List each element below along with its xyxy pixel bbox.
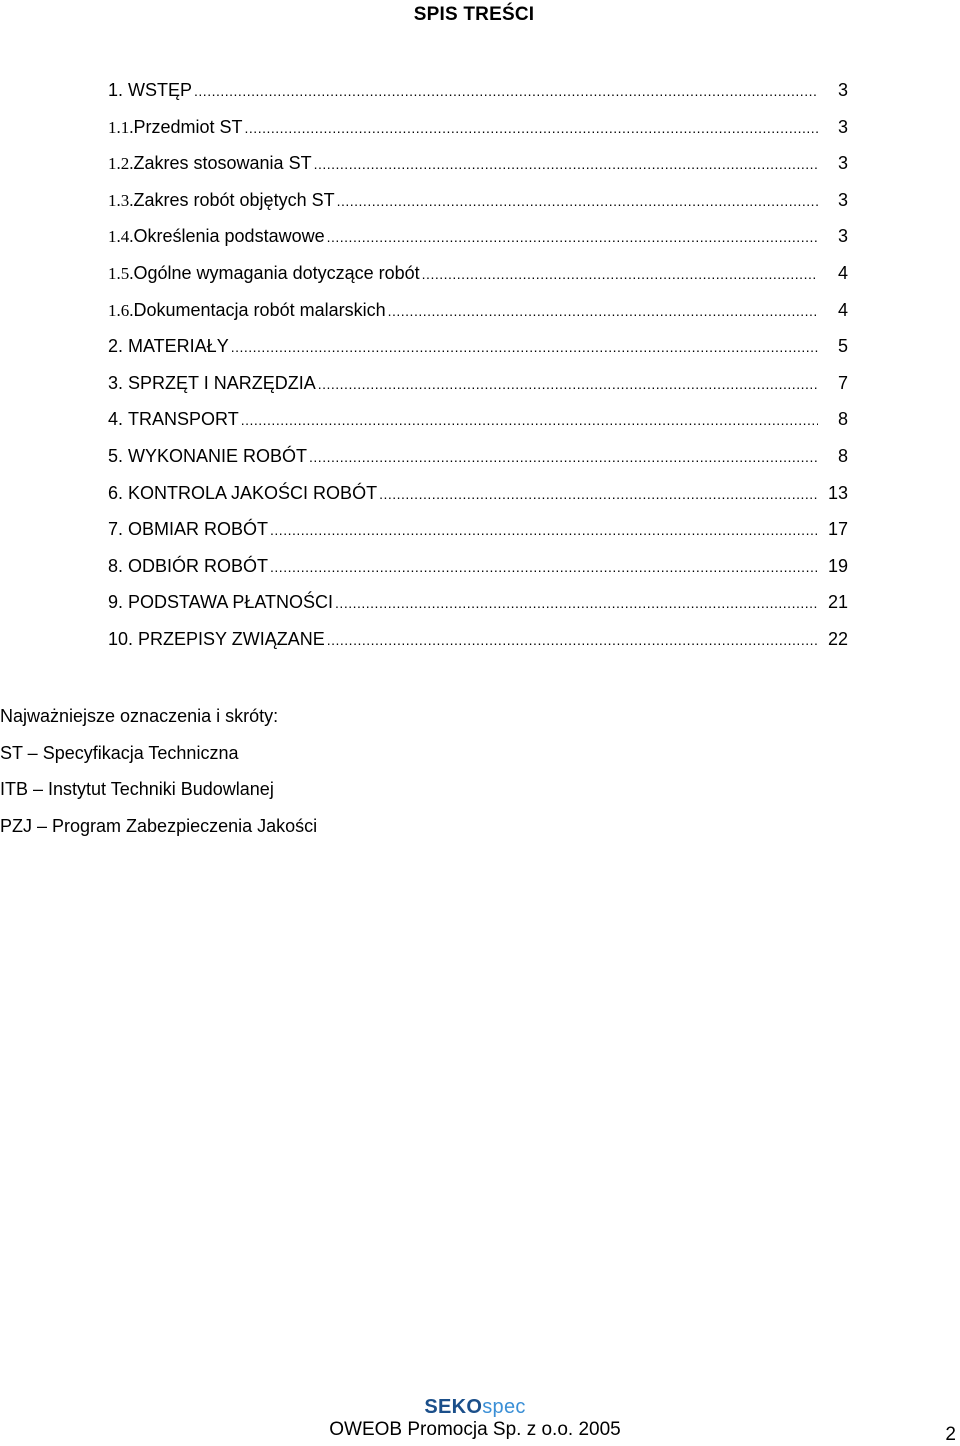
- toc-entry-number: 9.: [108, 592, 124, 613]
- toc-entry[interactable]: [108, 292, 848, 329]
- toc-entry-page: 3: [837, 153, 848, 174]
- toc-entry-label: OBMIAR ROBÓT: [128, 519, 269, 540]
- toc-entry[interactable]: [108, 548, 848, 585]
- toc-entry-number: 3.: [108, 372, 124, 393]
- toc-entry-page: 22: [827, 628, 848, 649]
- footer-logo-light: spec: [482, 1396, 526, 1418]
- toc-entry[interactable]: [108, 475, 848, 512]
- toc-entry-page: 3: [837, 116, 848, 137]
- toc-entry-number: 1.: [108, 80, 124, 100]
- toc-leader-dots: [309, 439, 818, 476]
- toc-leader-dots: [194, 73, 818, 110]
- toc-entry-label: ODBIÓR ROBÓT: [128, 555, 269, 576]
- toc-entry[interactable]: [108, 365, 848, 402]
- toc-entry[interactable]: [108, 182, 848, 219]
- toc-entry-page: 3: [837, 226, 848, 247]
- toc-entry-number: 10.: [108, 628, 134, 649]
- toc-leader-dots: [335, 585, 818, 622]
- toc-leader-dots: [314, 146, 818, 183]
- toc-entry-label: SPRZĘT I NARZĘDZIA: [128, 372, 316, 393]
- footer-company: OWEOB Promocja Sp. z o.o. 2005: [329, 1419, 621, 1440]
- toc-entry[interactable]: [108, 255, 848, 292]
- toc-leader-dots: [241, 402, 818, 439]
- toc-entry-label: WSTĘP: [128, 80, 193, 100]
- toc-entry[interactable]: [108, 621, 848, 658]
- toc-entry[interactable]: [108, 145, 848, 182]
- toc-leader-dots: [327, 622, 818, 659]
- toc-entry-label: Zakres stosowania ST: [133, 153, 312, 174]
- toc-entry-label: Przedmiot ST: [133, 116, 243, 137]
- toc-entry[interactable]: [108, 109, 848, 146]
- toc-entry-number: 2.: [108, 336, 124, 357]
- toc-entry-page: 8: [837, 409, 848, 430]
- toc-leader-dots: [270, 512, 818, 549]
- toc-entry-label: Zakres robót objętych ST: [133, 189, 335, 210]
- toc-entry-number: 1.3.: [108, 190, 134, 210]
- toc-entry-page: 17: [827, 519, 848, 540]
- toc-entry-label: WYKONANIE ROBÓT: [128, 445, 308, 466]
- toc-leader-dots: [231, 329, 818, 366]
- toc-entry[interactable]: [108, 584, 848, 621]
- toc-leader-dots: [379, 476, 818, 513]
- toc-entry-label: PRZEPISY ZWIĄZANE: [138, 628, 325, 649]
- toc-entry-page: 4: [837, 262, 848, 283]
- toc-entry-label: Określenia podstawowe: [133, 226, 325, 247]
- abbreviation-item: ITB – Instytut Techniki Budowlanej: [0, 779, 274, 800]
- toc-entry-page: 3: [837, 80, 848, 100]
- toc-entry-page: 19: [827, 555, 848, 576]
- toc-entry-number: 1.6.: [108, 300, 134, 320]
- abbreviations-section: [0, 698, 317, 844]
- toc-entry-page: 4: [837, 299, 848, 320]
- toc-entry-page: 3: [837, 189, 848, 210]
- page-title: SPIS TREŚCI: [413, 4, 535, 25]
- page-number: 2: [945, 1424, 956, 1445]
- toc-entry-number: 1.1.: [108, 117, 134, 137]
- toc-entry-number: 5.: [108, 445, 124, 466]
- toc-entry[interactable]: [108, 401, 848, 438]
- toc-entry-number: 8.: [108, 555, 124, 576]
- toc-entry[interactable]: [108, 328, 848, 365]
- toc-entry-label: TRANSPORT: [128, 409, 239, 430]
- toc-entry-number: 1.4.: [108, 227, 134, 247]
- abbreviation-item: ST – Specyfikacja Techniczna: [0, 742, 239, 763]
- toc-entry-number: 1.2.: [108, 154, 134, 174]
- toc-entry-label: Dokumentacja robót malarskich: [133, 299, 386, 320]
- toc-entry-label: PODSTAWA PŁATNOŚCI: [128, 592, 334, 613]
- toc-leader-dots: [318, 366, 818, 403]
- toc-entry-label: MATERIAŁY: [128, 336, 229, 357]
- toc-entry[interactable]: [108, 511, 848, 548]
- toc-entry-number: 1.5.: [108, 263, 134, 283]
- table-of-contents: [108, 72, 848, 658]
- toc-entry-page: 7: [837, 372, 848, 393]
- abbreviations-heading: Najważniejsze oznaczenia i skróty:: [0, 706, 279, 726]
- toc-entry-page: 21: [827, 592, 848, 613]
- toc-leader-dots: [270, 549, 818, 586]
- toc-leader-dots: [337, 183, 818, 220]
- toc-leader-dots: [245, 110, 818, 147]
- toc-entry-number: 4.: [108, 409, 124, 430]
- toc-entry-label: Ogólne wymagania dotyczące robót: [133, 262, 420, 283]
- toc-entry-page: 13: [827, 482, 848, 503]
- toc-entry-page: 8: [837, 445, 848, 466]
- footer-logo-strong: SEKO: [424, 1396, 483, 1418]
- toc-entry[interactable]: [108, 72, 848, 109]
- toc-entry[interactable]: [108, 218, 848, 255]
- abbreviation-item: PZJ – Program Zabezpieczenia Jakości: [0, 815, 318, 836]
- toc-entry-number: 6.: [108, 482, 124, 503]
- toc-entry-number: 7.: [108, 519, 124, 540]
- toc-entry-page: 5: [837, 336, 848, 357]
- toc-entry-label: KONTROLA JAKOŚCI ROBÓT: [128, 482, 378, 503]
- toc-entry[interactable]: [108, 438, 848, 475]
- toc-leader-dots: [422, 256, 818, 293]
- toc-leader-dots: [388, 293, 818, 330]
- footer-logo: [0, 1396, 950, 1419]
- toc-leader-dots: [327, 219, 818, 256]
